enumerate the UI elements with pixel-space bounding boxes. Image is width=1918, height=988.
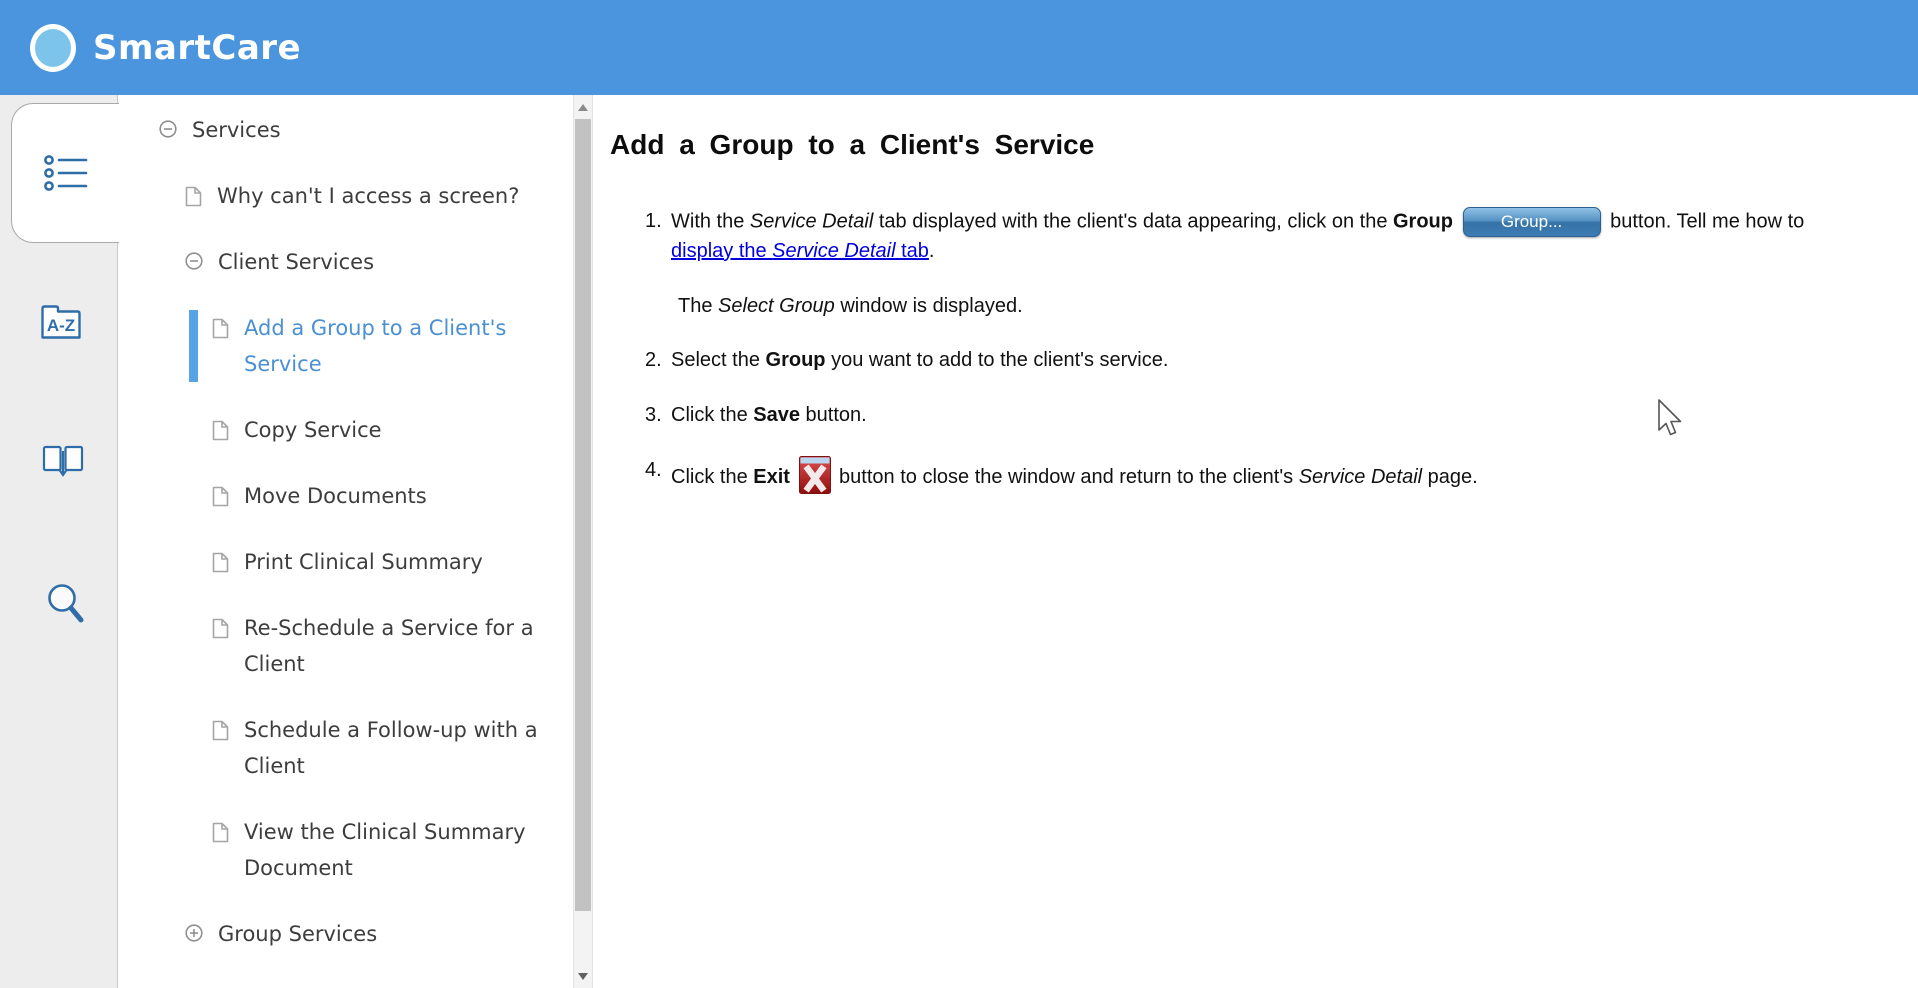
search-icon [45,581,85,627]
tree-item[interactable] [119,544,573,580]
step-text: Click the [671,466,754,488]
minus-circle-icon[interactable] [159,120,177,138]
nav-tree [119,95,573,988]
tree-item-label: Client Services [218,250,375,274]
tree-item-label: Schedule a Follow-up with a Client [244,718,538,778]
step-text: The [678,295,719,317]
tree-scrollbar[interactable] [573,95,593,988]
step-text: you want to add to the client's service. [825,349,1169,371]
tree-item[interactable] [119,478,573,514]
step-text [790,466,796,488]
step-text: Select Group [718,295,835,317]
step-text: . [928,240,935,262]
procedure-step [645,346,1888,374]
service-detail-tab-link[interactable]: Service Detail [772,240,896,262]
step-text: window is displayed. [834,295,1023,317]
step-text: button. [799,404,867,426]
step-text: Service Detail [749,210,874,233]
step-text: Group [765,349,826,371]
tree-item-label: View the Clinical Summary Document [244,820,526,880]
up-triangle-icon [578,104,588,111]
tree-item[interactable] [119,610,573,682]
tree-item-label: Services [192,118,281,142]
step-text: tab displayed with the client's data appearing, click on the [873,210,1393,233]
step-text [1453,210,1459,232]
step-text: Click the [671,404,754,426]
tree-item-label: Move Documents [244,484,427,508]
rail-tab-contents[interactable] [11,103,119,243]
plus-circle-icon[interactable] [185,924,203,942]
rail-tab-glossary[interactable] [38,438,88,486]
tree-item[interactable] [119,244,573,280]
selected-item-bar [189,310,198,382]
tree-item-label: Re-Schedule a Service for a Client [244,616,534,676]
tree-item[interactable] [119,310,573,382]
service-detail-tab-link[interactable]: display the [671,240,773,262]
tree-item-label: Add a Group to a Client's Service [244,316,507,376]
tree-item[interactable] [119,712,573,784]
service-detail-tab-link[interactable]: tab [895,240,929,262]
procedure-step [645,401,1888,429]
icon-rail [0,95,118,988]
step-number: 2. [645,349,662,371]
down-triangle-icon [578,973,588,980]
step-text: button to close the window and return to the client's [833,466,1299,488]
content-blocks [645,207,1888,494]
book-icon [41,444,85,480]
page-title: Add a Group to a Client's Service [610,129,1095,160]
smartcare-logo-icon [30,24,76,72]
step-text: page. [1422,466,1478,488]
page-icon [212,318,229,339]
group-button-image: Group... [1463,207,1601,237]
page-icon [212,720,229,741]
page-icon [212,822,229,843]
rail-tab-index[interactable] [36,295,86,343]
content-area [594,95,1918,988]
procedure-step [645,207,1888,265]
step-text: Save [753,404,800,426]
step-number: 3. [645,404,662,426]
page-icon [212,420,229,441]
app-header [0,0,1918,95]
step-text: Service Detail [1298,466,1423,488]
scrollbar-up-arrow-icon[interactable] [574,97,592,117]
page-icon [212,552,229,573]
toc-icon [43,154,89,192]
az-index-icon [37,299,85,339]
svg-text:A-Z: A-Z [46,316,76,335]
step-text: button. Tell me how to [1604,210,1805,233]
tree-item[interactable] [119,412,573,448]
tree-item-label: Group Services [218,922,378,946]
scrollbar-thumb[interactable] [575,119,591,911]
tree-item[interactable] [119,178,573,214]
step-text: With the [671,210,750,233]
tree-item-label: Why can't I access a screen? [217,184,520,208]
tree-item[interactable] [119,112,573,148]
step-note [678,292,1888,320]
step-number: 4. [645,459,662,481]
scrollbar-down-arrow-icon[interactable] [574,966,592,986]
page-icon [212,618,229,639]
tree-item-label: Copy Service [244,418,382,442]
tree-item-label: Print Clinical Summary [244,550,483,574]
tree-item[interactable] [119,814,573,886]
page-icon [185,186,202,207]
rail-tab-search[interactable] [40,580,90,628]
step-text: Exit [753,466,790,488]
app-title: SmartCare [93,27,302,68]
exit-icon [799,456,831,494]
step-number: 1. [645,210,662,232]
step-text: Select the [671,349,766,371]
page-icon [212,486,229,507]
tree-item[interactable] [119,916,573,952]
procedure-step [645,456,1888,494]
step-text: Group [1393,210,1453,233]
minus-circle-icon[interactable] [185,252,203,270]
